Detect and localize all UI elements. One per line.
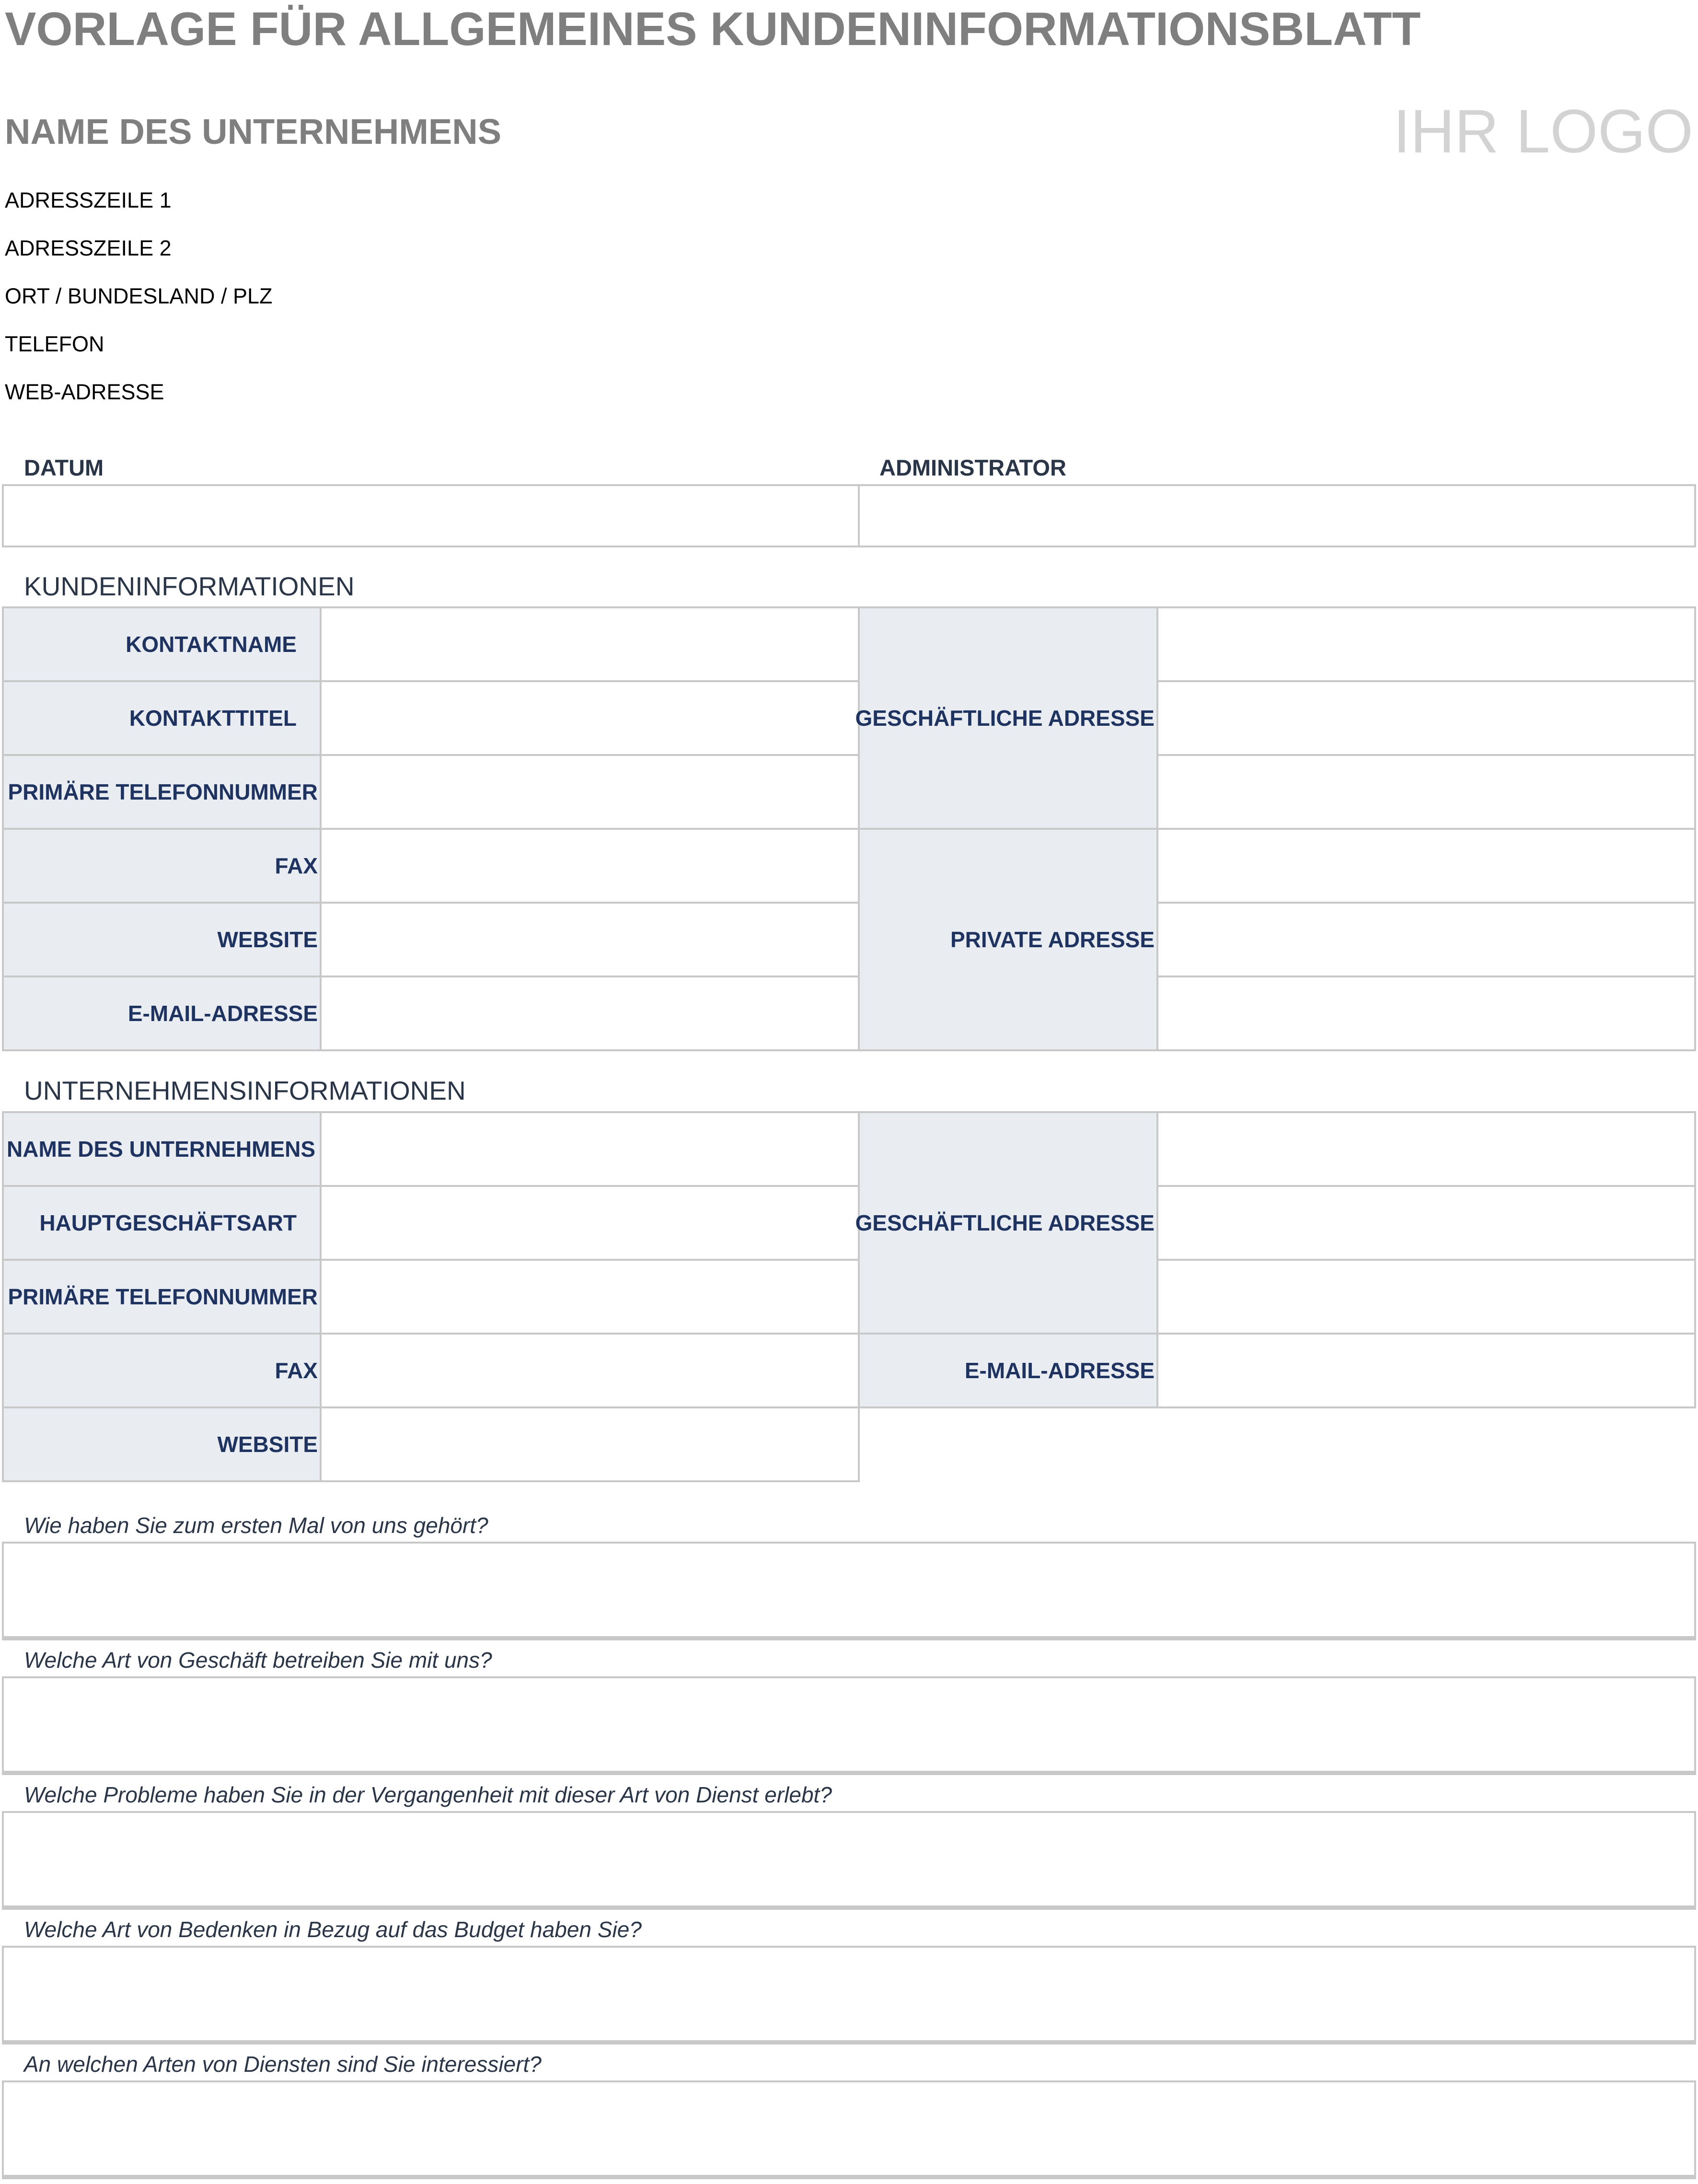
label-email: E-MAIL-ADRESSE — [2, 976, 322, 1051]
label-contact-title: KONTAKTTITEL — [2, 680, 322, 756]
phone-line: TELEFON — [5, 332, 104, 356]
address-line-1: ADRESSZEILE 1 — [5, 188, 172, 212]
company-name-field[interactable] — [320, 1111, 860, 1187]
administrator-label: ADMINISTRATOR — [879, 455, 1066, 480]
label-company-primary-phone: PRIMÄRE TELEFONNUMMER — [2, 1259, 322, 1335]
label-website: WEBSITE — [2, 902, 322, 977]
email-field[interactable] — [320, 976, 860, 1051]
address-line-2: ADRESSZEILE 2 — [5, 236, 172, 260]
question-3-label: Welche Probleme haben Sie in der Vergangenheit mit dieser Art von Dienst erlebt? — [24, 1782, 832, 1807]
city-state-zip: ORT / BUNDESLAND / PLZ — [5, 284, 273, 308]
question-1-answer[interactable] — [2, 1542, 1696, 1640]
private-address-line-2[interactable] — [1156, 902, 1696, 977]
question-4-label: Welche Art von Bedenken in Bezug auf das Budget haben Sie? — [24, 1917, 642, 1942]
question-4-answer[interactable] — [2, 1946, 1696, 2045]
business-address-line-1[interactable] — [1156, 606, 1696, 682]
company-business-address-line-1[interactable] — [1156, 1111, 1696, 1187]
page-title: VORLAGE FÜR ALLGEMEINES KUNDENINFORMATIONSBLATT — [5, 2, 1421, 55]
web-address-line: WEB-ADRESSE — [5, 380, 164, 404]
website-field[interactable] — [320, 902, 860, 977]
label-company-fax: FAX — [2, 1333, 322, 1408]
fax-field[interactable] — [320, 828, 860, 904]
label-company-website: WEBSITE — [2, 1406, 322, 1482]
date-field[interactable] — [2, 484, 860, 547]
label-primary-phone: PRIMÄRE TELEFONNUMMER — [2, 754, 322, 830]
primary-phone-field[interactable] — [320, 754, 860, 830]
private-address-line-3[interactable] — [1156, 976, 1696, 1051]
customer-info-heading: KUNDENINFORMATIONEN — [24, 571, 355, 601]
date-label: DATUM — [24, 455, 104, 480]
company-email-field[interactable] — [1156, 1333, 1696, 1408]
company-business-address-line-2[interactable] — [1156, 1185, 1696, 1261]
logo-placeholder: IHR LOGO — [1393, 97, 1693, 166]
company-website-field[interactable] — [320, 1406, 860, 1482]
private-address-line-1[interactable] — [1156, 828, 1696, 904]
question-5-answer[interactable] — [2, 2080, 1696, 2179]
label-company-email: E-MAIL-ADRESSE — [858, 1333, 1158, 1408]
company-info-heading: UNTERNEHMENSINFORMATIONEN — [24, 1076, 466, 1105]
question-1-label: Wie haben Sie zum ersten Mal von uns gehört? — [24, 1513, 488, 1538]
question-2-label: Welche Art von Geschäft betreiben Sie mit uns? — [24, 1648, 492, 1673]
label-main-business-type: HAUPTGESCHÄFTSART — [2, 1185, 322, 1261]
main-business-type-field[interactable] — [320, 1185, 860, 1261]
company-name: NAME DES UNTERNEHMENS — [5, 112, 502, 151]
question-3-answer[interactable] — [2, 1811, 1696, 1910]
company-business-address-line-3[interactable] — [1156, 1259, 1696, 1335]
contact-name-field[interactable] — [320, 606, 860, 682]
business-address-line-2[interactable] — [1156, 680, 1696, 756]
business-address-line-3[interactable] — [1156, 754, 1696, 830]
administrator-field[interactable] — [858, 484, 1696, 547]
label-contact-name: KONTAKTNAME — [2, 606, 322, 682]
label-business-address: GESCHÄFTLICHE ADRESSE — [858, 606, 1158, 830]
label-company-name: NAME DES UNTERNEHMENS — [2, 1111, 322, 1187]
question-2-answer[interactable] — [2, 1676, 1696, 1775]
label-company-business-address: GESCHÄFTLICHE ADRESSE — [858, 1111, 1158, 1335]
label-private-address: PRIVATE ADRESSE — [858, 828, 1158, 1051]
question-5-label: An welchen Arten von Diensten sind Sie interessiert? — [24, 2052, 542, 2077]
label-fax: FAX — [2, 828, 322, 904]
company-fax-field[interactable] — [320, 1333, 860, 1408]
contact-title-field[interactable] — [320, 680, 860, 756]
company-primary-phone-field[interactable] — [320, 1259, 860, 1335]
